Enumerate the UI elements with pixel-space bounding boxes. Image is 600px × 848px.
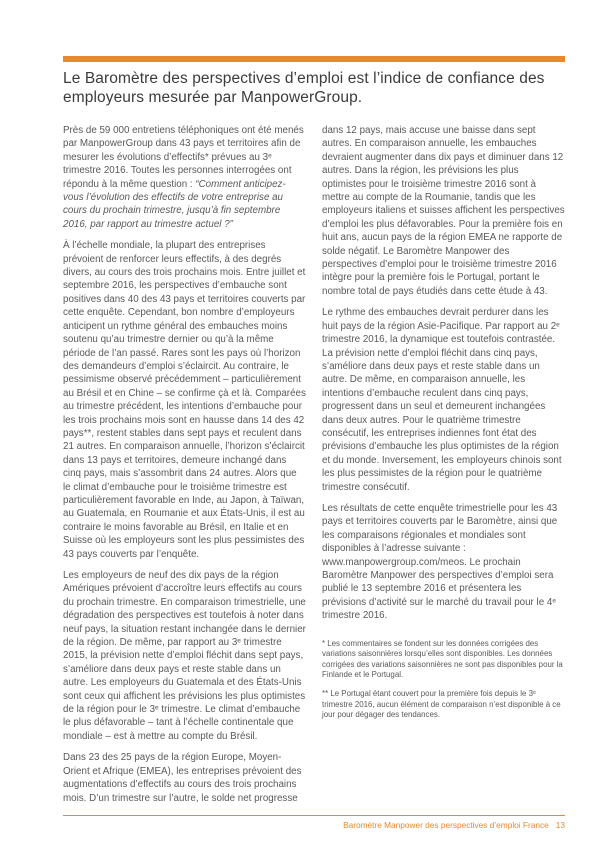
survey-intro-text: Près de 59 000 entretiens téléphoniques ont été menés par ManpowerGroup dans 43 pays et territoires afin de mesurer les évolutions d’effectifs* prévues au 3ᵉ trimestre 2016. Toutes les personnes interrogées ont répondu à la même question : (63, 125, 304, 190)
footer-document-title: Baromètre Manpower des perspectives d’emploi France (343, 820, 549, 830)
survey-question-quote: “Comment anticipez-vous l’évolution des effectifs de votre entreprise au cours du prochain trimestre, jusqu’à fin septembre 2016, par rapport au trimestre actuel ?” (63, 178, 286, 230)
paragraph-asia-pacific: Le rythme des embauches devrait perdurer dans les huit pays de la région Asie-Pacifique. Par rapport au 2ᵉ trimestre 2016, la dynamique est toutefois contrastée. La prévision nette d’emploi fléchit dans cinq pays, s’améliore dans deux pays et reste stable dans un autre. De même, en comparaison annuelle, les intentions d’embauche reculent dans cinq pays, progressent dans un seul et demeurent inchangées dans deux autres. Pour le quatrième trimestre consécutif, les entreprises indiennes font état des prévisions d’embauche les plus optimistes de la région et du monde. Inversement, les employeurs chinois sont les plus pessimistes de la région pour le quatrième trimestre consécutif. (322, 307, 562, 493)
footer-text (63, 820, 565, 830)
left-column (63, 124, 306, 813)
footnote-portugal: ** Le Portugal étant couvert pour la première fois depuis le 3ᵉ trimestre 2016, aucun élément de comparaison n’est disponible à ce jour pour dégager des tendances. (322, 689, 561, 720)
paragraph-emea-start: Dans 23 des 25 pays de la région Europe, Moyen-Orient et Afrique (EMEA), les entreprises prévoient des augmentations d’effectifs au cours des trois prochains mois. D’un trimestre sur l’autre, le solde net progresse (63, 752, 302, 804)
paragraph-global-outlook: À l’échelle mondiale, la plupart des entreprises prévoient de renforcer leurs effectifs, à des degrés divers, au cours des trois prochains mois. Entre juillet et septembre 2016, les perspectives d’embauche sont positives dans 40 des 43 pays et territoires couverts par cette enquête. Cependant, bon nombre d’employeurs anticipent un rythme général des embauches moins soutenu qu’au trimestre dernier ou qu’à la même période de l’an passé. Rares sont les pays où l’horizon des demandeurs d’emploi s’éclaircit. Au contraire, le pessimisme observé précédemment – particulièrement au Brésil et en Chine – se confirme çà et là. Comparées au trimestre précédent, les intentions d’embauche pour les trois prochains mois sont en hausse dans 14 des 42 pays**, restent stables dans sept pays et reculent dans 21 autres. En comparaison annuelle, l’horizon s’éclaircit dans 13 pays et territoires, demeure inchangé dans cinq pays, mais s’assombrit dans 24 autres. Alors que le climat d’embauche pour le troisième trimestre est particulièrement favorable en Inde, au Japon, à Taïwan, au Guatemala, en Roumanie et aux États-Unis, il est au contraire le moins favorable au Brésil, en Italie et en Suisse où les employeurs sont les plus pessimistes des 43 pays couverts par l’enquête. (63, 240, 306, 560)
paragraph-emea-continued: dans 12 pays, mais accuse une baisse dans sept autres. En comparaison annuelle, les embauches devraient augmenter dans dix pays et diminuer dans 12 autres. Dans la région, les prévisions les plus optimistes pour le troisième trimestre 2016 sont à mettre au compte de la Roumanie, tandis que les employeurs italiens et suisses affichent les perspectives d’emploi les plus défavorables. Pour la première fois en huit ans, aucun pays de la région EMEA ne rapporte de solde négatif. Le Baromètre Manpower des perspectives d’emploi pour le troisième trimestre 2016 intègre pour la première fois le Portugal, portant le nombre total de pays étudiés dans cette étude à 43. (322, 125, 565, 297)
two-column-body (63, 124, 565, 813)
paragraph-survey-intro (63, 124, 306, 231)
paragraph-results-availability: Les résultats de cette enquête trimestrielle pour les 43 pays et territoires couverts par le Baromètre, ainsi que les comparaisons régionales et mondiales sont disponibles à l’adresse suivante : www.manpowergroup.com/meos. Le prochain Baromètre Manpower des perspectives d’emploi sera publié le 13 septembre 2016 et présentera les prévisions d’activité sur le marché du travail pour le 4ᵉ trimestre 2016. (322, 502, 558, 622)
page-content (63, 0, 565, 813)
page-number: 13 (555, 820, 565, 830)
page-title: Le Baromètre des perspectives d’emploi est l’indice de confiance des employeurs mesurée par ManpowerGroup. (63, 70, 545, 106)
top-accent-bar (63, 56, 565, 62)
right-column (322, 124, 565, 813)
paragraph-americas: Les employeurs de neuf des dix pays de la région Amériques prévoient d’accroître leurs effectifs au cours du prochain trimestre. En comparaison trimestrielle, une dégradation des perspectives est toutefois à noter dans neuf pays, la situation restant inchangée dans le dernier de la région. De même, par rapport au 3ᵉ trimestre 2015, la prévision nette d’emploi fléchit dans sept pays, s’améliore dans deux pays et reste stable dans un autre. Les employeurs du Guatemala et des États-Unis sont ceux qui affichent les prévisions les plus optimistes de la région pour le 3ᵉ trimestre. Le climat d’embauche le plus défavorable – tant à l’échelle continentale que mondiale – est à mettre au compte du Brésil. (63, 570, 306, 742)
footer-rule (63, 815, 565, 816)
footnote-seasonal-adjustment: * Les commentaires se fondent sur les données corrigées des variations saisonnières lorsqu’elles sont disponibles. Les données corrigées des variations saisonnières ne sont pas disponibles pour la Finlande et le Portugal. (322, 638, 563, 680)
footnotes-block (322, 639, 565, 721)
page-footer (63, 815, 565, 830)
